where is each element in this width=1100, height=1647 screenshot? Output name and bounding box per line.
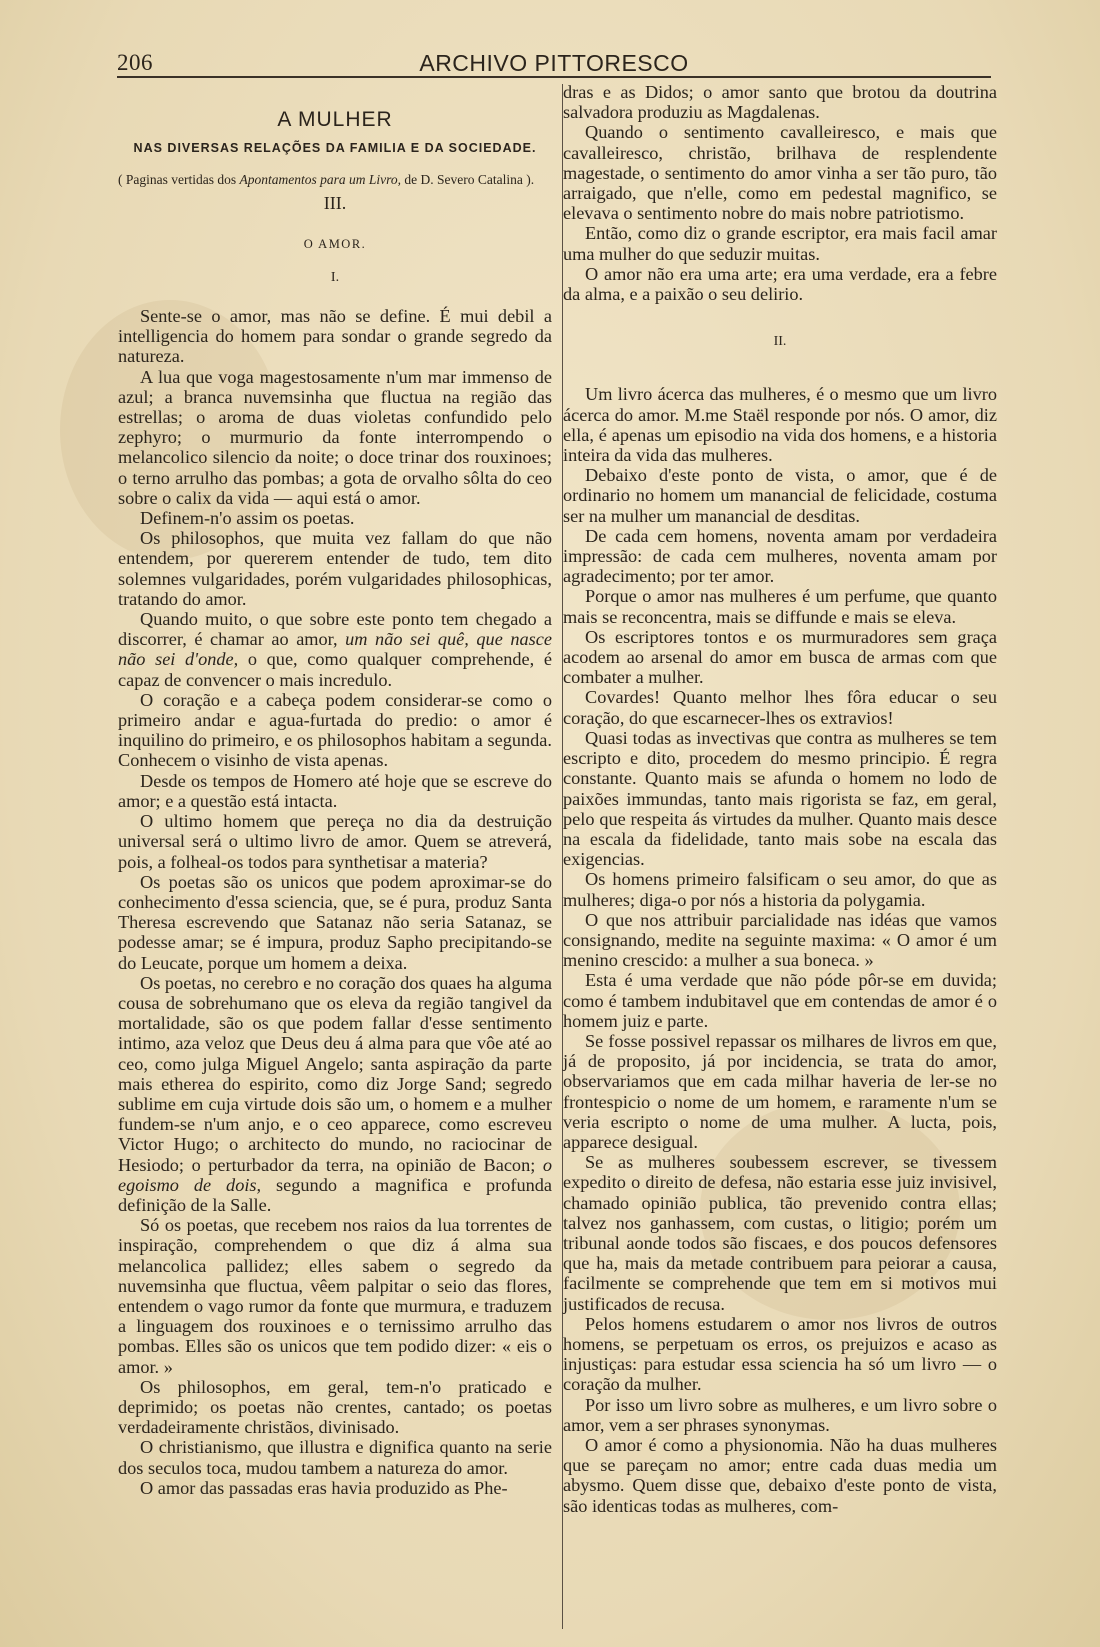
paragraph: Covardes! Quanto melhor lhes fôra educar o seu coração, do que escarnecer-lhes os extravios!: [563, 687, 997, 728]
paragraph-italic: o egoismo de dois,: [118, 1154, 552, 1195]
source-note-text-end: de D. Severo Catalina ).: [400, 172, 535, 188]
page-header: [117, 50, 991, 78]
paragraph: Um livro ácerca das mulheres, é o mesmo que um livro ácerca do amor. M.me Staël responde por nós. O amor, diz ella, é apenas um episodio na vida dos homens, e a historia inteira da vida das mulheres.: [563, 384, 997, 466]
section-heading: O AMOR.: [303, 236, 367, 251]
paragraph: Esta é uma verdade que não póde pôr-se em duvida; como é tambem indubitavel que em contendas de amor é o homem juiz e parte.: [563, 970, 997, 1031]
paragraph: O amor é como a physionomia. Não ha duas mulheres que se pareçam no amor; entre cada duas media um abysmo. Quem disse que, debaixo d'este ponto de vista, são identicas todas as mulheres, com-: [563, 1435, 997, 1516]
running-title: ARCHIVO PITTORESCO: [419, 50, 689, 76]
paragraph: De cada cem homens, noventa amam por verdadeira impressão: de cada cem mulheres, noventa amam por agradecimento; por ter amor.: [563, 525, 997, 587]
paragraph: O christianismo, que illustra e dignifica quanto na serie dos seculos toca, mudou tambem a natureza do amor.: [118, 1437, 552, 1478]
subsection-number: II.: [773, 334, 787, 350]
article-title: A MULHER: [277, 108, 393, 131]
paragraph: O coração e a cabeça podem considerar-se como o primeiro andar e agua-furtada do predio: o amor é inquilino do primeiro, e os philosophos habitam a segunda. Conhecem o visinho de vista apenas.: [118, 689, 552, 771]
paragraph-text: Os poetas, no cerebro e no coração dos quaes ha alguma cousa de sobrehumano que os eleva da região tangivel da mortalidade, são os que podem fallar d'esse sentimento intimo, aza veloz que Deus deu á alma para que vôe até ao ceo, como julga Miguel Angelo; santa aspiração da parte mais etherea do espirito, como diz Jorge Sand; segredo sublime em cuja virtude dois são um, o homem e a mulher fundem-se n'um anjo, e o ceo apparece, como escreveu Victor Hugo; o architecto do mundo, no raciocinar de Hesiodo; o perturbador da terra, na opinião de Bacon;: [118, 972, 552, 1175]
paragraph: Se fosse possivel repassar os milhares de livros em que, já de proposito, já por incidencia, se trata do amor, observariamos que em cada milhar haveria de ler-se no frontespicio o nome de um homem, e raramente n'um se veria escripto o nome de uma mulher. A lucta, pois, apparece desigual.: [563, 1030, 997, 1152]
paragraph: Os homens primeiro falsificam o seu amor, do que as mulheres; diga-o por nós a historia da polygamia.: [563, 869, 997, 910]
right-column: [563, 82, 997, 1516]
paragraph: Debaixo d'este ponto de vista, o amor, que é de ordinario no homem um manancial de felicidade, costuma ser na mulher um manancial de desditas.: [563, 465, 997, 526]
paragraph: Os philosophos, que muita vez fallam do que não entendem, por quererem entender de tudo, tem dito solemnes vulgaridades, porém vulgaridades philosophicas, tratando do amor.: [118, 528, 552, 609]
paragraph: Por isso um livro sobre as mulheres, e um livro sobre o amor, vem a ser phrases synonymas.: [563, 1394, 997, 1435]
paragraph: [118, 609, 552, 690]
paragraph: Definem-n'o assim os poetas.: [140, 508, 355, 529]
paragraph: O que nos attribuir parcialidade nas idéas que vamos consignando, medite na seguinte maxima: « O amor é um menino crescido: a mulher a sua boneca. »: [563, 909, 997, 971]
paragraph: Os escriptores tontos e os murmuradores sem graça acodem ao arsenal do amor em busca de armas com que combater a mulher.: [563, 626, 997, 688]
paragraph-continuation: dras e as Didos; o amor santo que brotou da doutrina salvadora produziu as Magdalenas.: [563, 82, 997, 123]
paragraph-text: Quando muito, o que sobre este ponto tem chegado a discorrer, é chamar ao amor,: [118, 609, 552, 650]
paragraph-text-end: segundo a magnifica e profunda definição de la Salle.: [118, 1174, 553, 1215]
paragraph: Se as mulheres soubessem escrever, se tivessem expedito o direito de defesa, não estaria esse juiz invisivel, chamado opinião publica, tão prevenido contra ellas; talvez nos ganhassem, com custas, o litigio; porém um tribunal aonde todos são fiscaes, e dos poucos defensores que ha, mais da metade contribuem para peiorar a causa, facilmente se comprehende que tem em si motivos mui justificados de recusa.: [563, 1152, 997, 1314]
paragraph: Quasi todas as invectivas que contra as mulheres se tem escripto e dito, procedem do mesmo principio. É regra constante. Quanto mais se afunda o homem no lodo de paixões immundas, tanto mais rigorista se faz, em geral, pelo que respeita ás virtudes da mulher. Quanto mais desce na escala da fidelidade, tanto mais sobe na escala das exigencias.: [563, 727, 997, 870]
paragraph: A lua que voga magestosamente n'um mar immenso de azul; a branca nuvemsinha que fluctua na região das estrellas; o aroma de duas violetas confundido pelo zephyro; o murmurio da fonte interrompendo o melancolico silencio da noite; o doce trinar dos rouxinoes; o terno arrulho das pombas; a gota de orvalho sôlta do ceo sobre o calix da vida — aqui está o amor.: [118, 366, 552, 508]
part-heading: III.: [323, 193, 347, 214]
source-note-text: ( Paginas vertidas dos: [118, 172, 240, 188]
paragraph: Pelos homens estudarem o amor nos livros de outros homens, se perpetuam os erros, os prejuizos e acaso as injustiças: para estudar essa sciencia ha só um livro — o coração da mulher.: [563, 1313, 997, 1395]
paragraph: O amor das passadas eras havia produzido as Phe-: [140, 1477, 508, 1498]
paragraph: Só os poetas, que recebem nos raios da lua torrentes de inspiração, comprehendem o que diz á alma sua melancolica pallidez; elles sabem o segredo da nuvemsinha que fluctua, vêem palpitar o seio das flores, entendem o vago rumor da fonte que murmura, e traduzem a linguagem dos rouxinoes e o ternissimo arrulho das pombas. Elles são os unicos que tem podido dizer: « eis o amor. »: [118, 1215, 552, 1377]
paragraph: Os philosophos, em geral, tem-n'o praticado e deprimido; os poetas não crentes, cantado; os poetas verdadeiramente christãos, divinisado.: [118, 1376, 552, 1438]
paragraph: Os poetas são os unicos que podem aproximar-se do conhecimento d'essa sciencia, que, se é pura, produz Santa Theresa escrevendo que Satanaz não seria Satanaz, se podesse amar; se é impura, produz Sapho precipitando-se do Leucate, porque um homem a deixa.: [118, 871, 552, 973]
paragraph: O ultimo homem que pereça no dia da destruição universal será o ultimo livro de amor. Quem se atreverá, pois, a folheal-os todos para synthetisar a materia?: [118, 811, 552, 872]
article-subtitle: NAS DIVERSAS RELAÇÕES DA FAMILIA E DA SOCIEDADE.: [133, 141, 537, 156]
paragraph-text-end: o que, como qualquer comprehende, é capaz de convencer o mais incredulo.: [118, 649, 552, 690]
source-note: [118, 172, 552, 187]
subsection-number: I.: [330, 269, 340, 285]
header-rule: [117, 76, 991, 78]
paragraph-italic: um não sei quê, que nasce não sei d'onde,: [118, 629, 552, 670]
source-note-italic: Apontamentos para um Livro,: [239, 172, 401, 188]
paragraph: O amor não era uma arte; era uma verdade, era a febre da alma, e a paixão o seu delirio.: [563, 263, 997, 305]
paragraph: [118, 973, 552, 1215]
paragraph: Então, como diz o grande escriptor, era mais facil amar uma mulher do que seduzir muitas.: [563, 223, 997, 264]
paragraph: Sente-se o amor, mas não se define. É mui debil a intelligencia do homem para sondar o grande segredo da natureza.: [118, 306, 552, 367]
paragraph: Quando o sentimento cavalleiresco, e mais que cavalleiresco, christão, brilhava de resplendente magestade, o sentimento do amor vinha a ser tão puro, tão arraigado, que n'elle, como em pedestal magnifico, se elevava o sentimento nobre do mais nobre patriotismo.: [563, 122, 997, 224]
page-number: 206: [117, 50, 153, 75]
left-column: [118, 82, 552, 1498]
paragraph: Porque o amor nas mulheres é um perfume, que quanto mais se reconcentra, mais se diffunde e mais se eleva.: [563, 586, 997, 627]
paragraph: Desde os tempos de Homero até hoje que se escreve do amor; e a questão está intacta.: [118, 770, 552, 811]
